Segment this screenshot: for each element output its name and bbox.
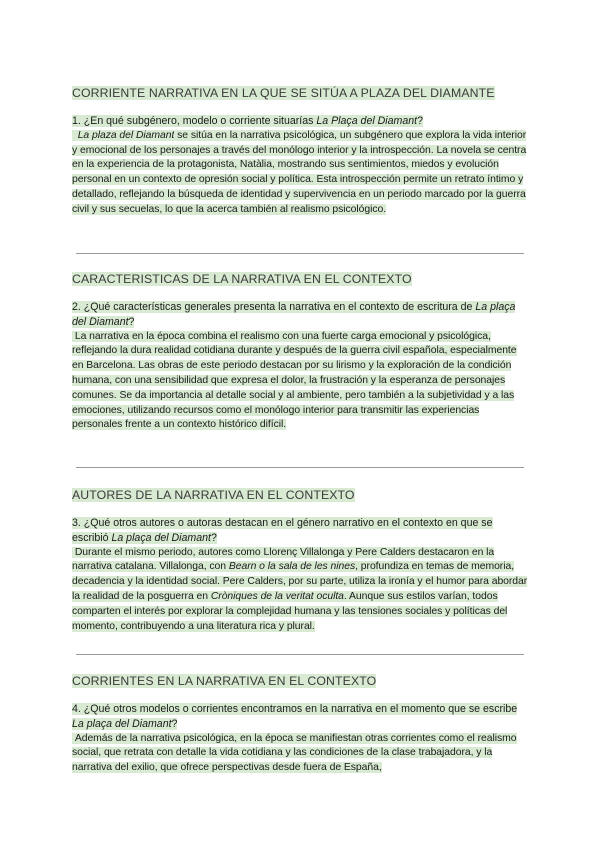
question-4-text: 4. ¿Qué otros modelos o corrientes encontramos en la narrativa en el momento que se escribe — [72, 703, 518, 715]
section-3-heading: AUTORES DE LA NARRATIVA EN EL CONTEXTO — [72, 488, 355, 502]
question-4-title: La plaça del Diamant — [72, 717, 172, 730]
answer-1 — [72, 129, 528, 218]
answer-3-part-3: . Aunque sus estilos varían, todos comparten el interés por explorar la complejidad humana y las tensiones sociales y políticas del momento, contribuyendo a una literatura rica y plural. — [72, 590, 508, 632]
divider-1 — [76, 253, 524, 254]
section-2-heading: CARACTERISTICAS DE LA NARRATIVA EN EL CONTEXTO — [72, 272, 412, 286]
question-4 — [72, 702, 528, 732]
answer-3 — [72, 546, 528, 635]
answer-3-part-2: , profundiza en temas de memoria, decadencia y la identidad social. Pere Calders, por su parte, utiliza la ironía y el humor para abordar la realidad de la posguerra en — [72, 561, 528, 602]
section-4 — [72, 672, 528, 776]
question-1-mark: ? — [417, 115, 423, 127]
question-3-text: 3. ¿Qué otros autores o autoras destacan en el género narrativo en el contexto en que se escribió — [72, 517, 493, 544]
question-1 — [72, 114, 528, 129]
answer-1-title: La plaza del Diamant — [77, 129, 175, 141]
question-2-text: 2. ¿Qué características generales presenta la narrativa en el contexto de escritura de — [72, 301, 476, 313]
answer-1-text: se sitúa en la narrativa psicológica, un subgénero que explora la vida interior y emocional de los personajes a través del monólogo interior y la introspección. La novela se centra en la experiencia de la protagonista, Natàlia, mostrando sus sentimientos, miedos y evolución personal en un contexto de opresión social y política. Esta introspección permite un retrato íntimo y detallado, reflejando la búsqueda de identidad y supervivencia en un periodo marcado por la guerra civil y sus secuelas, lo que la acerca también al realismo psicológico. — [72, 129, 527, 215]
section-2 — [72, 270, 528, 433]
question-3-mark: ? — [210, 531, 217, 544]
answer-4 — [72, 732, 528, 776]
question-2-title: La plaça del Diamant — [72, 301, 516, 328]
answer-3-work-1: Bearn o la sala de les nines — [228, 561, 356, 573]
answer-2-text: La narrativa en la época combina el realismo con una fuerte carga emocional y psicológica, reflejando la dura realidad cotidiana durante y después de la guerra civil española, especialmente en Barcelona. Las obras de este periodo destacan por su lirismo y la exploración de la condición humana, con una sensibilidad que expresa el dolor, la frustración y la esperanza de personajes comunes. Se da importancia al detalle social y al ambiente, pero también a la subjetividad y a las emociones, utilizando recursos como el monólogo interior para transmitir las experiencias personales frente a un contexto histórico difícil. — [72, 330, 517, 431]
answer-2 — [72, 330, 528, 434]
answer-4-text: Además de la narrativa psicológica, en la época se manifiestan otras corrientes como el realismo social, que retrata con detalle la vida cotidiana y las condiciones de la clase trabajadora, y la narrativa del exilio, que ofrece perspectivas desde fuera de España, — [72, 732, 517, 774]
question-1-title: La Plaça del Diamant — [316, 115, 418, 127]
question-1-text: 1. ¿En qué subgénero, modelo o corriente situarías — [72, 115, 317, 127]
section-1-heading-wrap — [72, 84, 528, 102]
section-3 — [72, 486, 528, 634]
section-1 — [72, 84, 528, 218]
answer-3-work-2: Cròniques de la veritat oculta — [210, 590, 344, 602]
question-2 — [72, 300, 528, 330]
section-4-heading-wrap — [72, 672, 528, 690]
question-4-mark: ? — [171, 717, 178, 730]
question-2-mark: ? — [128, 315, 135, 328]
section-3-heading-wrap — [72, 486, 528, 504]
question-3 — [72, 516, 528, 546]
divider-2 — [76, 467, 524, 468]
question-3-title: La plaça del Diamant — [111, 531, 211, 544]
section-4-heading: CORRIENTES EN LA NARRATIVA EN EL CONTEXTO — [72, 674, 377, 688]
answer-1-indent — [72, 130, 78, 141]
divider-3 — [76, 654, 524, 655]
section-1-heading: CORRIENTE NARRATIVA EN LA QUE SE SITÚA A PLAZA DEL DIAMANTE — [72, 86, 495, 100]
answer-3-part-1: Durante el mismo periodo, autores como Llorenç Villalonga y Pere Calders destacaron en la narrativa catalana. Villalonga, con — [72, 546, 495, 573]
section-2-heading-wrap — [72, 270, 528, 288]
